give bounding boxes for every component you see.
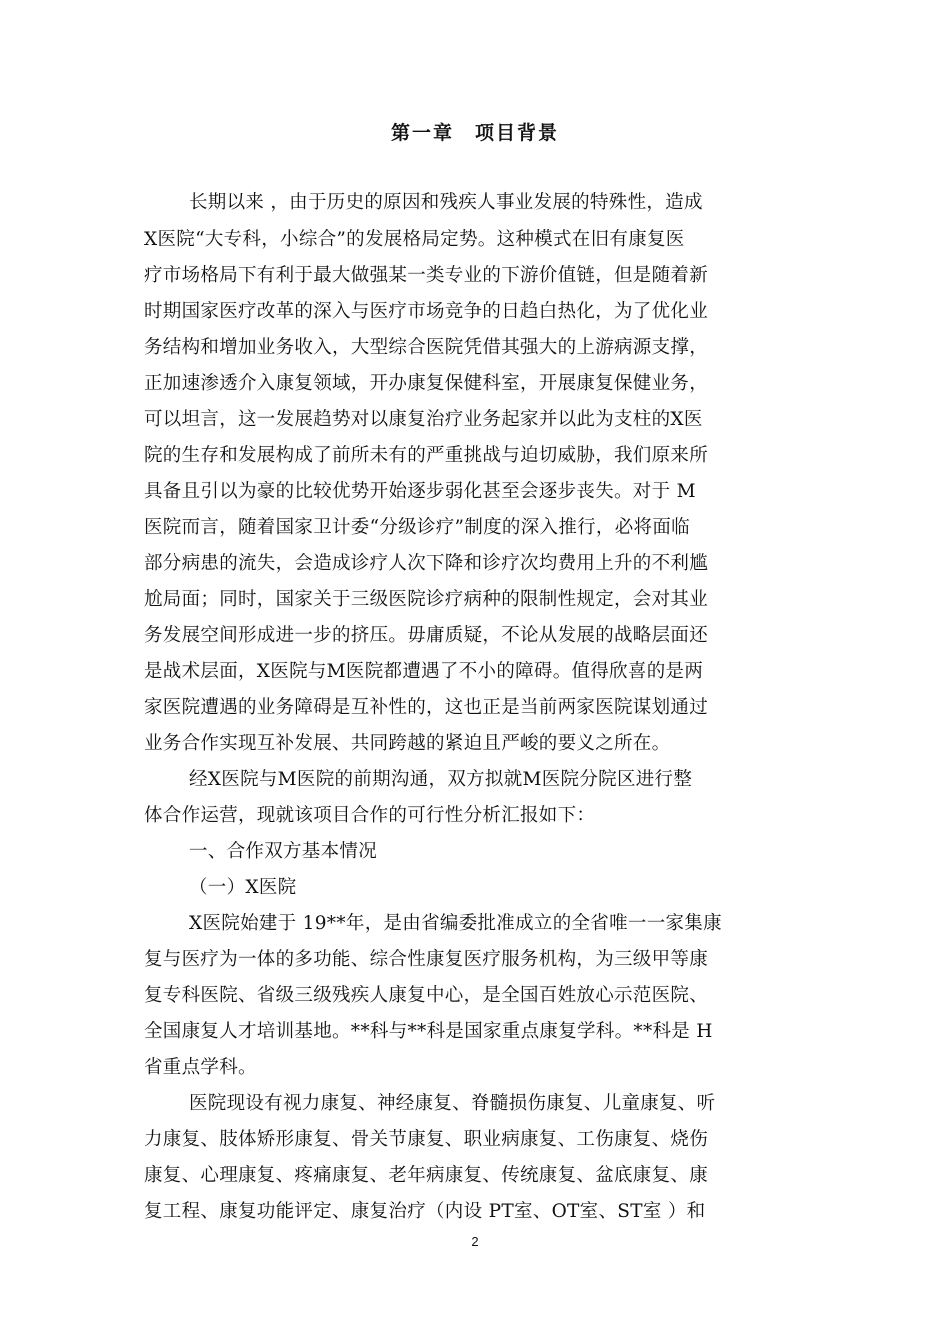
text-line: 时期国家医疗改革的深入与医疗市场竞争的日趋白热化，为了优化业 bbox=[144, 301, 709, 322]
text-line: 医院现设有视力康复、神经康复、脊髓损伤康复、儿童康复、听 bbox=[189, 1093, 716, 1114]
text-line: 业务合作实现互补发展、共同跨越的紧迫且严峻的要义之所在。 bbox=[144, 733, 671, 754]
text-line: 体合作运营，现就该项目合作的可行性分析汇报如下： bbox=[144, 805, 596, 826]
chapter-title: 第一章 项目背景 bbox=[390, 122, 559, 144]
text-line: 复与医疗为一体的多功能、综合性康复医疗服务机构，为三级甲等康 bbox=[144, 949, 709, 970]
text-line: 经X医院与M医院的前期沟通，双方拟就M医院分院区进行整 bbox=[189, 769, 693, 790]
text-line: 具备且引以为豪的比较优势开始逐步弱化甚至会逐步丧失。对于 M bbox=[144, 481, 696, 502]
text-line: 复专科医院、省级三级残疾人康复中心，是全国百姓放心示范医院、 bbox=[144, 985, 709, 1006]
text-line: 正加速渗透介入康复领域，开办康复保健科室，开展康复保健业务， bbox=[144, 373, 709, 394]
subsection-heading: （一）X医院 bbox=[189, 877, 297, 898]
text-line: 务结构和增加业务收入，大型综合医院凭借其强大的上游病源支撑， bbox=[144, 337, 709, 358]
text-line: 省重点学科。 bbox=[144, 1057, 257, 1078]
text-line: 力康复、肢体矫形康复、骨关节康复、职业病康复、工伤康复、烧伤 bbox=[144, 1129, 709, 1150]
text-line: 复工程、康复功能评定、康复治疗（内设 PT室、OT室、ST室 ）和 bbox=[144, 1201, 706, 1222]
text-line: 可以坦言，这一发展趋势对以康复治疗业务起家并以此为支柱的X医 bbox=[144, 409, 703, 430]
text-line: 长期以来 ，由于历史的原因和残疾人事业发展的特殊性，造成 bbox=[189, 192, 703, 213]
text-line: 康复、心理康复、疼痛康复、老年病康复、传统康复、盆底康复、康 bbox=[144, 1165, 709, 1186]
text-line: 尬局面；同时，国家关于三级医院诊疗病种的限制性规定，会对其业 bbox=[144, 589, 709, 610]
text-line: 部分病患的流失，会造成诊疗人次下降和诊疗次均费用上升的不利尴 bbox=[144, 553, 709, 574]
section-heading: 一、合作双方基本情况 bbox=[189, 841, 378, 862]
text-line: X医院始建于 19**年，是由省编委批准成立的全省唯一一家集康 bbox=[189, 913, 722, 934]
page-number: 2 bbox=[471, 1234, 479, 1249]
text-line: 全国康复人才培训基地。**科与**科是国家重点康复学科。**科是 H bbox=[144, 1021, 713, 1042]
text-line: 家医院遭遇的业务障碍是互补性的，这也正是当前两家医院谋划通过 bbox=[144, 697, 709, 718]
text-line: 是战术层面，X医院与M医院都遭遇了不小的障碍。值得欣喜的是两 bbox=[144, 661, 704, 682]
text-line: X医院“大专科，小综合”的发展格局定势。这种模式在旧有康复医 bbox=[144, 229, 685, 250]
text-line: 医院而言，随着国家卫计委“分级诊疗”制度的深入推行，必将面临 bbox=[144, 517, 690, 538]
text-line: 务发展空间形成进一步的挤压。毋庸质疑，不论从发展的战略层面还 bbox=[144, 625, 709, 646]
text-line: 疗市场格局下有利于最大做强某一类专业的下游价值链，但是随着新 bbox=[144, 265, 709, 286]
text-line: 院的生存和发展构成了前所未有的严重挑战与迫切威胁，我们原来所 bbox=[144, 445, 709, 466]
